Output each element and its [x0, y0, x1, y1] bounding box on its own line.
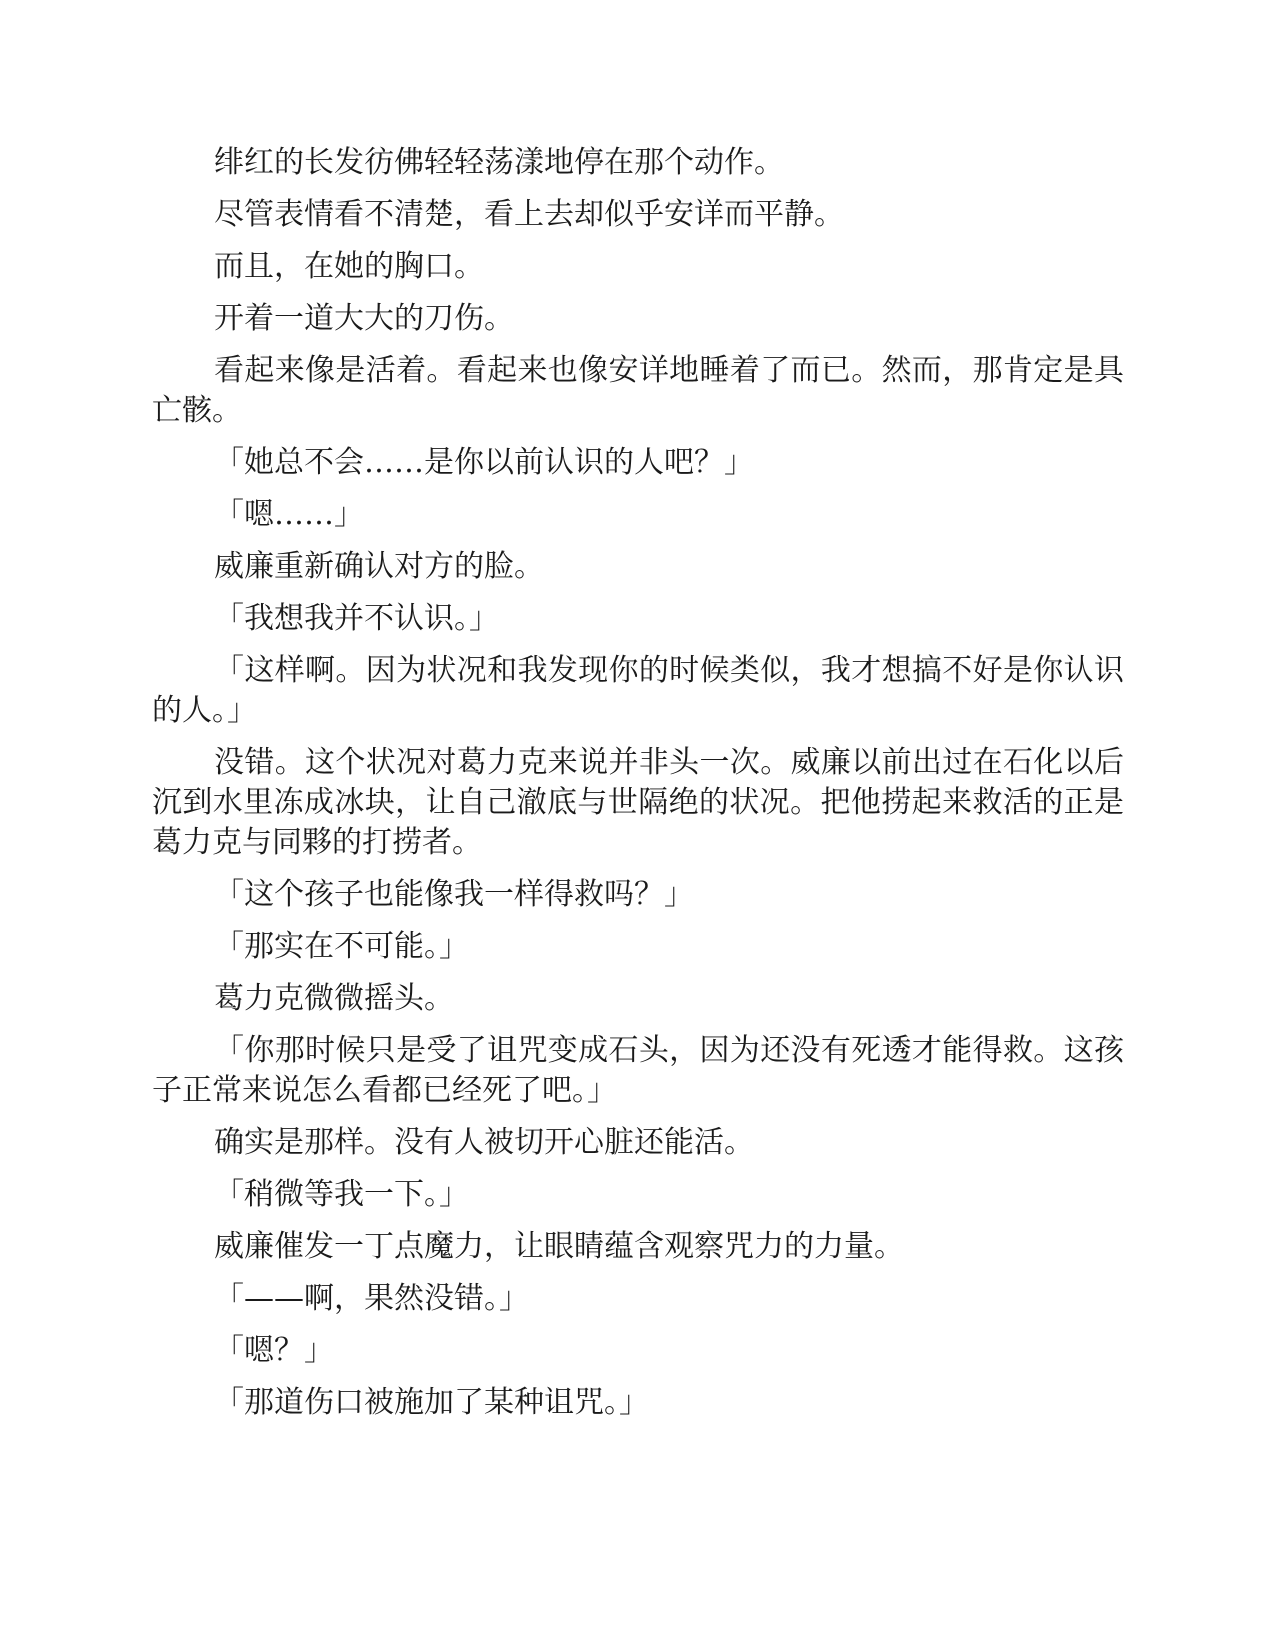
paragraph: 葛力克微微摇头。 — [214, 981, 454, 1016]
paragraph: 没错。这个状况对葛力克来说并非头一次。威廉以前出过在石化以后沉到水里冻成冰块，让自己澈底与世隔绝的状况。把他捞起来救活的正是葛力克与同夥的打捞者。 — [152, 745, 1124, 860]
paragraph: 「那道伤口被施加了某种诅咒。」 — [214, 1385, 649, 1420]
paragraph: 「嗯……」 — [214, 497, 364, 532]
paragraph: 确实是那样。没有人被切开心脏还能活。 — [214, 1125, 754, 1160]
paragraph: 「这个孩子也能像我一样得救吗？」 — [214, 877, 694, 912]
paragraph: 看起来像是活着。看起来也像安详地睡着了而已。然而，那肯定是具亡骸。 — [152, 353, 1124, 428]
paragraph: 「——啊，果然没错。」 — [214, 1281, 529, 1316]
paragraph: 「稍微等我一下。」 — [214, 1177, 469, 1212]
paragraph: 绯红的长发彷佛轻轻荡漾地停在那个动作。 — [214, 145, 784, 180]
paragraph: 尽管表情看不清楚，看上去却似乎安详而平静。 — [214, 197, 844, 232]
paragraph: 「这样啊。因为状况和我发现你的时候类似，我才想搞不好是你认识的人。」 — [152, 653, 1124, 728]
paragraph: 开着一道大大的刀伤。 — [214, 301, 514, 336]
paragraph: 威廉重新确认对方的脸。 — [214, 549, 544, 584]
paragraph: 「嗯？」 — [214, 1333, 334, 1368]
paragraph: 「你那时候只是受了诅咒变成石头，因为还没有死透才能得救。这孩子正常来说怎么看都已经死了吧。」 — [152, 1033, 1124, 1108]
paragraph: 「她总不会……是你以前认识的人吧？」 — [214, 445, 754, 480]
text-body — [152, 143, 1124, 1435]
paragraph: 威廉催发一丁点魔力，让眼睛蕴含观察咒力的力量。 — [214, 1229, 904, 1264]
paragraph: 「我想我并不认识。」 — [214, 601, 499, 636]
paragraph: 「那实在不可能。」 — [214, 929, 469, 964]
paragraph: 而且，在她的胸口。 — [214, 249, 484, 284]
